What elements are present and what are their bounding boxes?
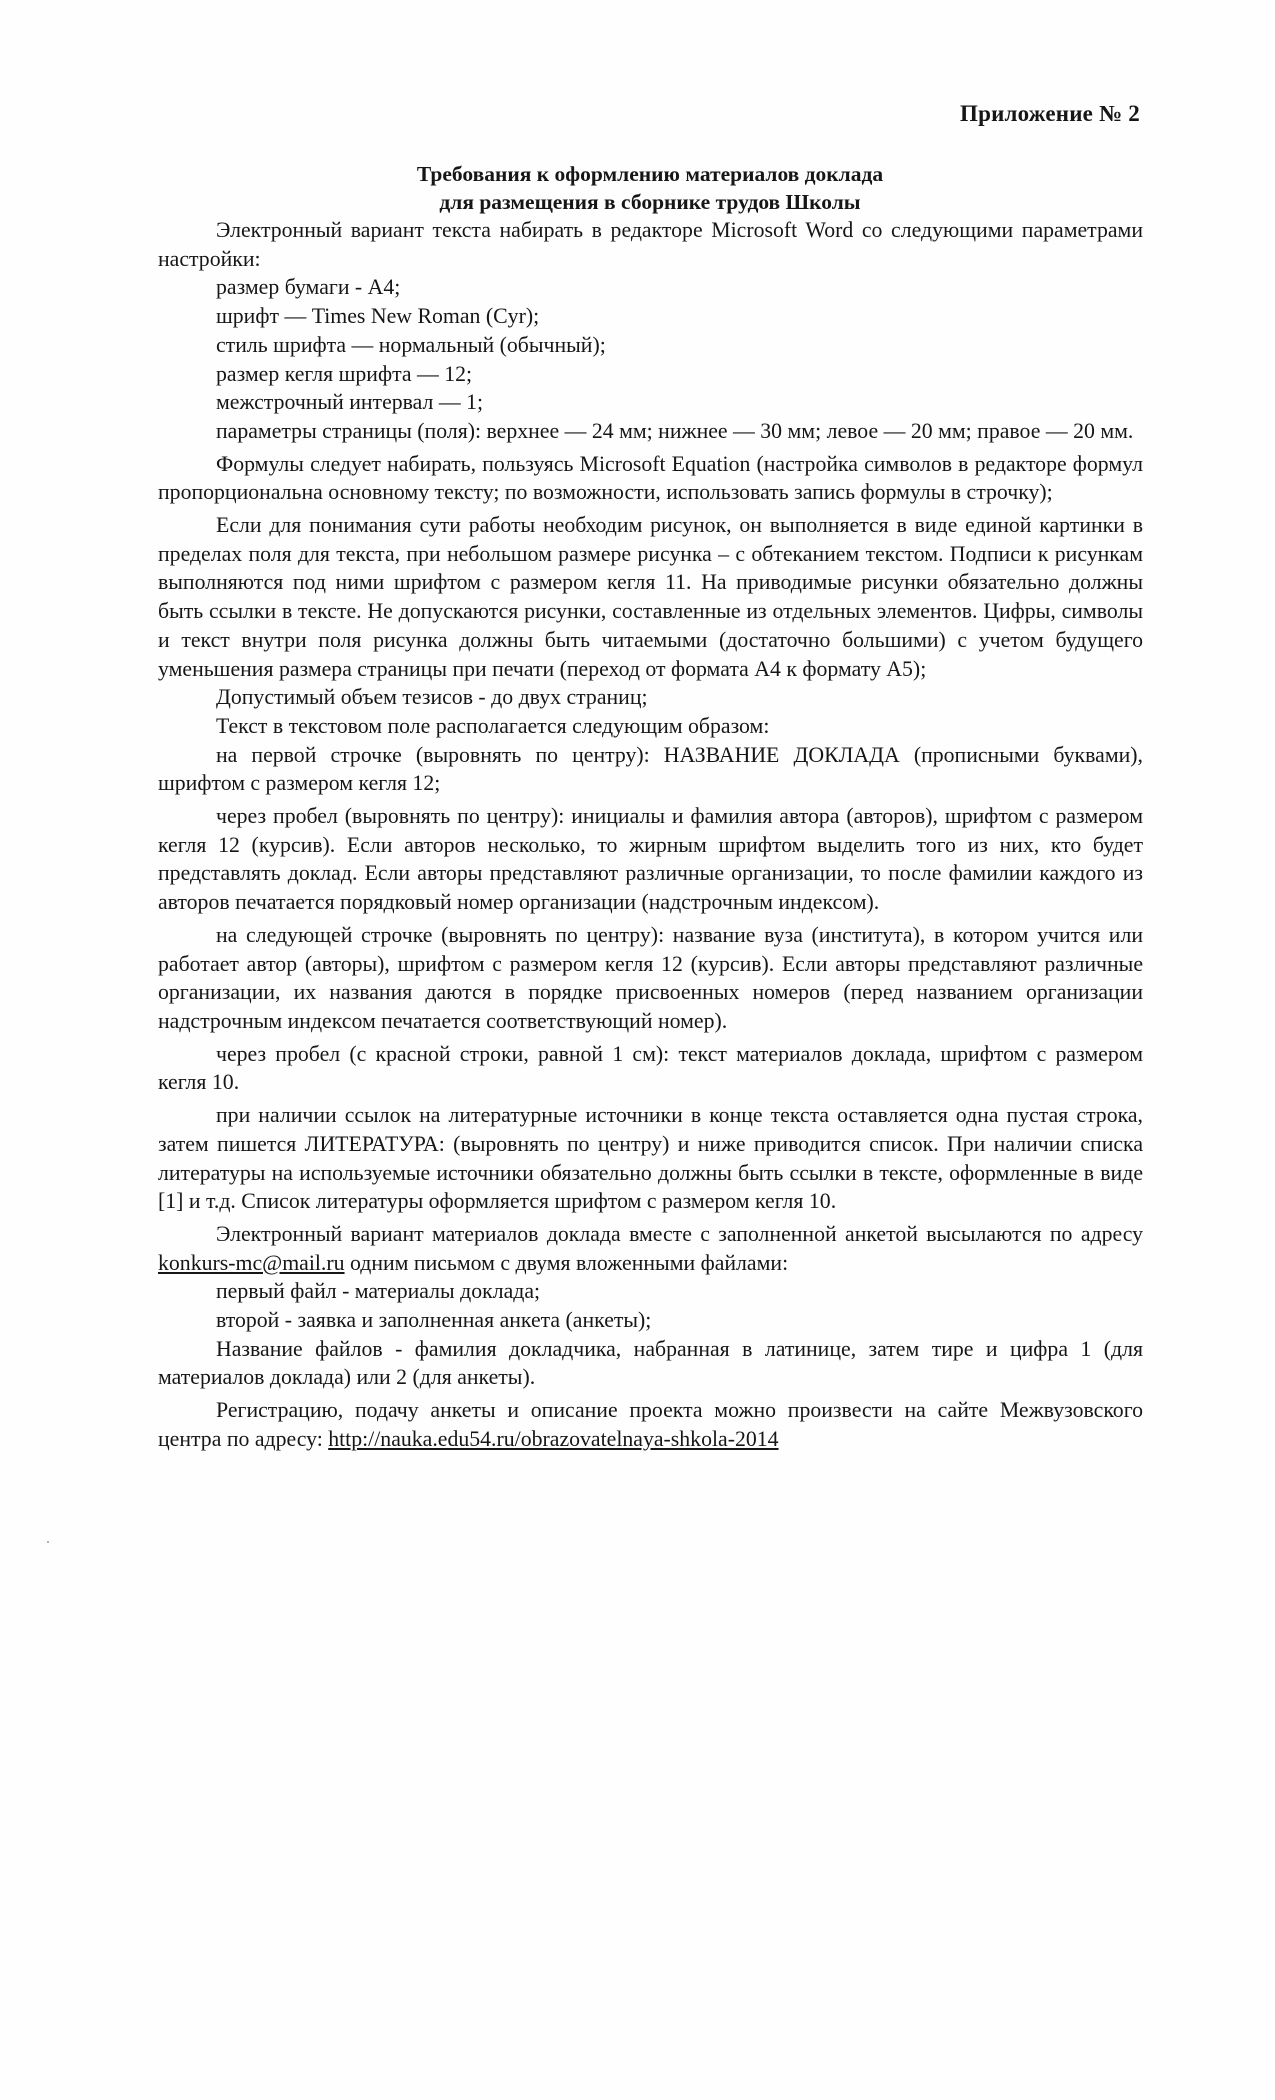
volume-paragraph: Допустимый объем тезисов - до двух страниц;: [216, 685, 648, 710]
settings-item: стиль шрифта — нормальный (обычный);: [216, 332, 606, 357]
title-line-1: Требования к оформлению материалов доклада: [416, 162, 884, 186]
layout-intro-paragraph: Текст в текстовом поле располагается следующим образом:: [216, 713, 770, 738]
settings-item: шрифт — Times New Roman (Cyr);: [216, 304, 540, 329]
settings-item: межстрочный интервал — 1;: [216, 390, 484, 415]
settings-item: размер кегля шрифта — 12;: [216, 361, 473, 386]
references-paragraph: при наличии ссылок на литературные источники в конце текста оставляется одна пустая строка, затем пишется ЛИТЕРАТУРА: (выровнять по центру) и ниже приводится список. При наличии списка литературы на используемые источники обязательно должны быть ссылки в тексте, оформленные в виде [1] и т.д. Список литературы оформляется шрифтом с размером кегля 10.: [158, 1103, 1143, 1214]
document-body: [158, 216, 1143, 1454]
submission-text: Электронный вариант материалов доклада вместе с заполненной анкетой высылаются по адресу: [216, 1221, 1143, 1246]
title-line-2: для размещения в сборнике трудов Школы: [439, 190, 861, 214]
submission-paragraph: [158, 1220, 1143, 1277]
authors-paragraph: через пробел (выровнять по центру): инициалы и фамилия автора (авторов), шрифтом с размером кегля 12 (курсив). Если авторов несколько, то жирным шрифтом выделить того из них, кто будет представлять доклад. Если авторы представляют различные организации, то после фамилии каждого из авторов печатается порядковый номер организации (надстрочным индексом).: [158, 804, 1143, 915]
text-body-paragraph: через пробел (с красной строки, равной 1 см): текст материалов доклада, шрифтом с размером кегля 10.: [158, 1041, 1143, 1095]
file-names-paragraph: Название файлов - фамилия докладчика, набранная в латинице, затем тире и цифра 1 (для материалов доклада) или 2 (для анкеты).: [158, 1336, 1143, 1390]
registration-url-link[interactable]: http://nauka.edu54.ru/obrazovatelnaya-shkola-2014: [328, 1426, 779, 1451]
email-link[interactable]: konkurs-mc@mail.ru: [158, 1250, 345, 1275]
figures-paragraph: Если для понимания сути работы необходим рисунок, он выполняется в виде единой картинки в пределах поля для текста, при небольшом размере рисунка – с обтеканием текстом. Подписи к рисункам выполняются под ними шрифтом с размером кегля 11. На приводимые рисунки обязательно должны быть ссылки в тексте. Не допускаются рисунки, составленные из отдельных элементов. Цифры, символы и текст внутри поля рисунка должны быть читаемыми (достаточно большими) с учетом будущего уменьшения размера страницы при печати (переход от формата А4 к формату А5);: [158, 513, 1143, 681]
intro-paragraph: Электронный вариант текста набирать в редакторе Microsoft Word со следующими параметрами настройки:: [158, 218, 1143, 271]
document-title: [150, 160, 1150, 216]
formulas-paragraph: Формулы следует набирать, пользуясь Microsoft Equation (настройка символов в редакторе формул пропорциональна основному тексту; по возможности, использовать запись формулы в строчку);: [158, 451, 1143, 505]
settings-item: размер бумаги - А4;: [216, 275, 401, 300]
file-1-item: первый файл - материалы доклада;: [216, 1279, 541, 1304]
registration-text: Регистрацию, подачу анкеты и описание проекта можно произвести на сайте Межвузовского центра по адресу:: [158, 1398, 1143, 1451]
institution-paragraph: на следующей строчке (выровнять по центру): название вуза (института), в котором учится или работает автор (авторы), шрифтом с размером кегля 12 (курсив). Если авторы представляют различные организации, их названия даются в порядке присвоенных номеров (перед названием организации надстрочным индексом печатается соответствующий номер).: [158, 922, 1143, 1033]
scan-speck: [47, 1541, 49, 1543]
submission-text-end: одним письмом с двумя вложенными файлами:: [344, 1250, 789, 1275]
registration-paragraph: [158, 1396, 1143, 1453]
settings-list: [158, 273, 1143, 445]
first-line-paragraph: на первой строчке (выровнять по центру): НАЗВАНИЕ ДОКЛАДА (прописными буквами), шрифтом с размером кегля 12;: [158, 742, 1143, 796]
settings-item: параметры страницы (поля): верхнее — 24 мм; нижнее — 30 мм; левое — 20 мм; правое — 20 мм.: [216, 418, 1134, 443]
file-2-item: второй - заявка и заполненная анкета (анкеты);: [216, 1308, 652, 1333]
appendix-label: Приложение № 2: [960, 101, 1140, 126]
